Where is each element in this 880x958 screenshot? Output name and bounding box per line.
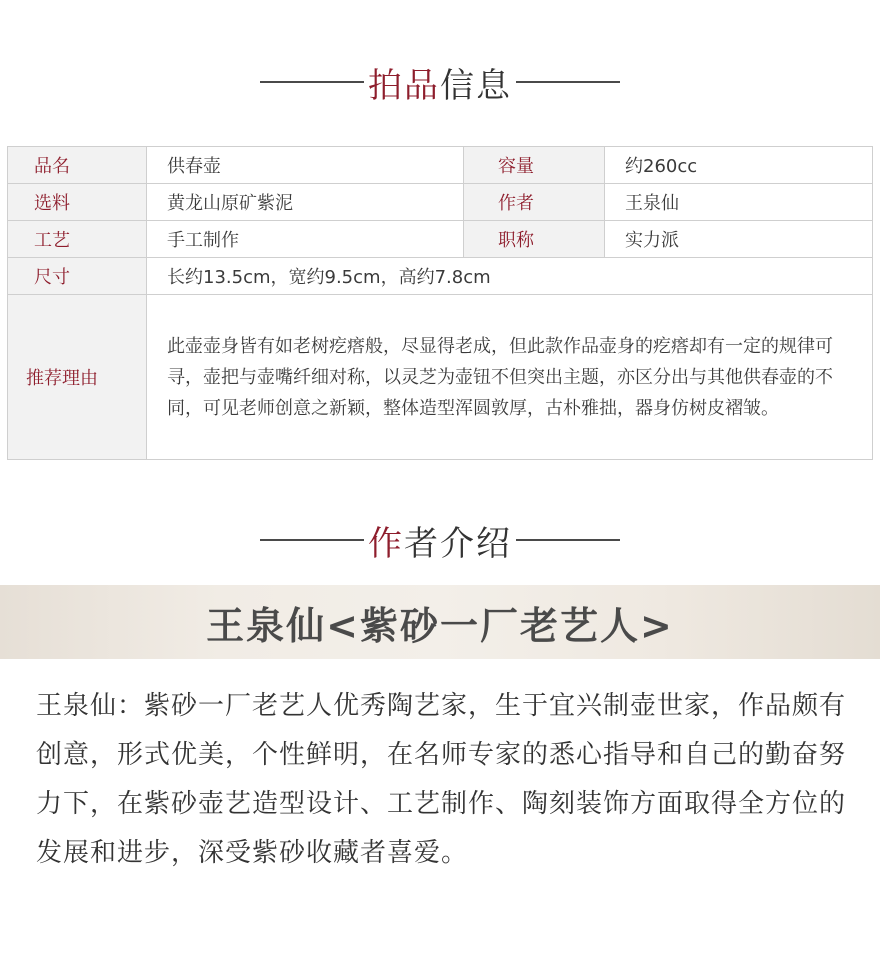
- size-value: 长约13.5cm，宽约9.5cm，高约7.8cm: [147, 258, 873, 295]
- artist-name-banner: [0, 585, 880, 659]
- artist-banner-title: 王泉仙<紫砂一厂老艺人>: [206, 603, 674, 648]
- label-cell: 品名: [8, 147, 147, 184]
- artist-bio: 王泉仙：紫砂一厂老艺人优秀陶艺家，生于宜兴制壶世家，作品颇有创意，形式优美，个性鲜明，在名师专家的悉心指导和自己的勤奋努力下，在紫砂壶艺造型设计、工艺制作、陶刻装饰方面取得全方位的发展和进步，深受紫砂收藏者喜爱。: [36, 691, 847, 868]
- section-title-accent: 作: [368, 523, 404, 564]
- reason-label: 推荐理由: [8, 295, 147, 460]
- section-title-accent: 拍品: [368, 65, 440, 106]
- table-row: [8, 184, 873, 221]
- value-cell: 实力派: [605, 221, 873, 258]
- section-title: [368, 516, 512, 565]
- value-cell: 约260cc: [605, 147, 873, 184]
- label-cell: 作者: [464, 184, 605, 221]
- table-row-reason: [8, 295, 873, 460]
- heading-rule-right: [516, 81, 620, 83]
- table-row-size: [8, 258, 873, 295]
- section-title-rest: 信息: [440, 65, 512, 106]
- table-row: [8, 147, 873, 184]
- section-heading-lot-info: [0, 52, 880, 112]
- label-cell: 工艺: [8, 221, 147, 258]
- heading-rule-left: [260, 539, 364, 541]
- heading-rule-left: [260, 81, 364, 83]
- size-label: 尺寸: [8, 258, 147, 295]
- section-title: [368, 58, 512, 107]
- reason-value: 此壶壶身皆有如老树疙瘩般，尽显得老成，但此款作品壶身的疙瘩却有一定的规律可寻，壶把与壶嘴纤细对称，以灵芝为壶钮不但突出主题，亦区分出与其他供春壶的不同，可见老师创意之新颖，整体造型浑圆敦厚，古朴雅拙，器身仿树皮褶皱。: [147, 295, 873, 460]
- label-cell: 容量: [464, 147, 605, 184]
- section-title-rest: 者介绍: [404, 523, 512, 564]
- value-cell: 黄龙山原矿紫泥: [147, 184, 464, 221]
- label-cell: 职称: [464, 221, 605, 258]
- value-cell: 供春壶: [147, 147, 464, 184]
- heading-rule-right: [516, 539, 620, 541]
- section-heading-artist: [0, 510, 880, 570]
- value-cell: 王泉仙: [605, 184, 873, 221]
- lot-info-table: [7, 146, 873, 460]
- value-cell: 手工制作: [147, 221, 464, 258]
- table-row: [8, 221, 873, 258]
- label-cell: 选料: [8, 184, 147, 221]
